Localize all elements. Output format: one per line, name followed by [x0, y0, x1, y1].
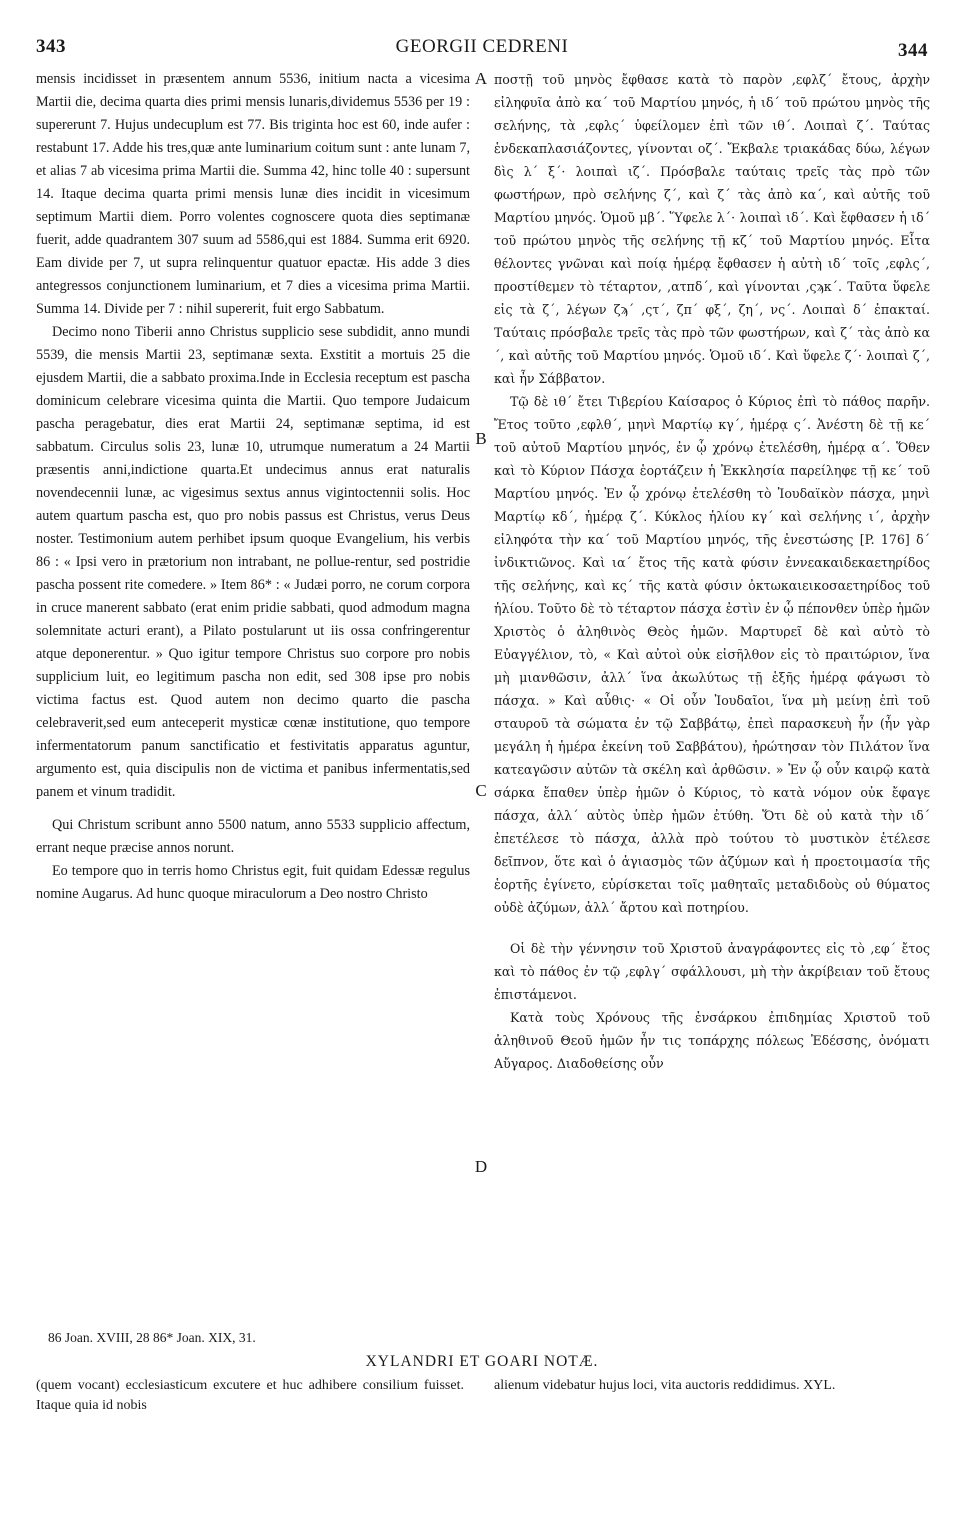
notes-heading: XYLANDRI ET GOARI NOTÆ. — [365, 1353, 599, 1370]
running-title: GEORGII CEDRENI — [395, 36, 569, 57]
page-number-right: 344 — [898, 40, 928, 61]
greek-paragraph-4: Κατὰ τοὺς Χρόνους τῆς ἐνσάρκου ἐπιδημίας Χριστοῦ τοῦ ἀληθινοῦ Θεοῦ ἡμῶν ἦν τις τοπάρχης πόλεως Ἐδέσσης, ὀνόματι Αὔγαρος. Διαδοθείσης οὖν — [494, 1010, 930, 1071]
paragraph-gap — [494, 919, 930, 937]
latin-column — [36, 68, 470, 906]
latin-paragraph-3: Qui Christum scribunt anno 5500 natum, anno 5533 supplicio affectum, errant neque præcise annos norunt. — [36, 817, 470, 856]
latin-paragraph-4: Eo tempore quo in terris homo Christus egit, fuit quidam Edessæ regulus nomine Augarus. Ad hunc quoque miraculorum a Deo nostro Christo — [36, 863, 470, 902]
greek-column — [494, 68, 930, 1075]
page-header — [36, 36, 928, 66]
margin-letter-c: C — [475, 781, 487, 800]
margin-letter-a: A — [474, 69, 488, 88]
latin-paragraph-2: Decimo nono Tiberii anno Christus supplicio sese subdidit, anno mundi 5539, die mensis Martii 23, septimanæ sexta. Exstitit a mortuis 25 die ejusdem Martii, die a sabbato proxima.Inde in Ecclesia receptum est pascha dominicum celebrare vicesima quinta die Martii. Quo tempore Judaicum pascha peragebatur, dies erat Martii 24, septimanæ septima, id est sabbatum. Circulus solis 23, lunæ 10, utrumque numeratum a 24 Martii præsentis anni,indictione quarta.Et undecimus annus erat naturalis novendecennii lunæ, ac vigesimus sextus annus vigintoctennii solis. Hoc autem quartum pascha est, quo pro nobis passus est Christus, verus Deus noster. Testimonium autem perhibet ipsum quoque Evangelium, his verbis 86 : « Ipsi vero in prætorium non intrabant, ne pollue-rentur, sed postridie pascha possent rite comedere. » Item 86* : « Judæi porro, ne corum corpora in cruce manerent sabbato (erat enim pridie sabbati, quod admodum magna solemnitate acturi erant), a Pilato postularunt ut iis ossa confringerentur atque deponerentur. » Quo igitur tempore Christus suo corpore pro nobis supplicium luit, eo legitimum pascha non edit, sed 308 ipse pro nobis victima factus est. Quod autem non decimo quarto die pascha celebraverit,sed eum anteceperit mysticæ cœnæ institutione, quo tempore infermentatorum panum sanctificatio et festivitatis apparatus aguntur, argumento est, quia discipulis non de victima et panibus infermentatis,sed panem et vinum tradidit. — [36, 324, 470, 800]
page-number-left: 343 — [36, 36, 66, 57]
greek-paragraph-1: ποστῇ τοῦ μηνὸς ἔφθασε κατὰ τὸ παρὸν ,εφλζ´ ἔτους, ἀρχὴν εἰληφυῖα ἀπὸ κα´ τοῦ Μαρτίου μηνός, ἡ ιδ´ τοῦ πρώτου μηνὸς τῆς σελήνης, τὰ ,εφλς´ ὑφείλομεν ἐπὶ τῶν ιθ´. Λοιπαὶ ζ´. Ταύτας ἑνδεκαπλασιάζοντες, γίνονται οζ´. Ἔκβαλε τριακάδας δύω, λέγων δὶς λ´ ξ´· λοιπαὶ ιζ´. Πρόσβαλε ταύταις τρεῖς τὰς πρὸ τῶν φωστήρων, πρὸ σελήνης ζ´, καὶ ζ´ τὰς ἀπὸ κα´, καὶ αὐτῆς τοῦ Μαρτίου μηνός. Ὁμοῦ μβ´. Ὕφελε λ´· λοιπαὶ ιδ´. Καὶ ἔφθασεν ἡ ιδ´ τοῦ πρώτου μηνὸς τῆς σελήνης τῇ κζ´ τοῦ Μαρτίου μηνός. Εἶτα θέλοντες γνῶναι καὶ ποίᾳ ἡμέρᾳ ἔφθασεν ἡ αὐτὴ ιδ´ τοῖς ,εφλς´, προστίθεμεν τὸ τέταρτον, ,ατπδ´, καὶ γίνονται ,ςϡκ´. Ταῦτα ὕφελε εἰς τὰ ζ´, λέγων ζϡ´ ,ςτ´, ζπ´ φξ´, ζη´, νς´. Λοιπαὶ δ´ ἐπακταί. Ταύταις πρόσβαλε τρεῖς τὰς πρὸ τῶν φωστήρων, καὶ ζ´ τὰς ἀπὸ κα´, καὶ αὐτῆς τοῦ Μαρτίου μηνός. Ὁμοῦ ιδ´. Καὶ ὕφελε ζ´· λοιπαὶ ζ´, καὶ ἦν Σάββατον. — [494, 72, 930, 386]
paragraph-gap — [36, 804, 470, 814]
footnotes: 86 Joan. XVIII, 28 86* Joan. XIX, 31. — [48, 1330, 256, 1345]
latin-paragraph-1: mensis incidisset in præsentem annum 5536, initium nacta a vicesima Martii die, decima quarta dies primi mensis lunaris,dividemus 5536 per 19 : supererunt 7. Hujus undecuplum est 77. Bis triginta hoc est 60, inde aufer : restabunt 17. Adde his tres,quæ ante luminarium coitum sunt : ante lunam 7, et alias 7 ab vicesima prima Martii die. Summa 42, hinc tolle 40 : supersunt 14. Itaque decima quarta primi mensis lunæ dies incidit in vicesimum septimum Martii diem. Porro volentes cognoscere quota dies septimanæ fuerit, adde quadrantem 307 suum ad 5586,qui est 1884. Summa erit 6920. Eam divide per 7, ut supra relinquentur quatuor epactæ. His adde 3 dies antegressos conjunctionem luminarium, et 7 dies a vicesima prima Martii. Summa 14. Divide per 7 : nihil supererit, fuit ergo Sabbatum. — [36, 71, 470, 317]
margin-letter-b: B — [475, 429, 487, 448]
greek-paragraph-3: Οἱ δὲ τὴν γέννησιν τοῦ Χριστοῦ ἀναγράφοντες εἰς τὸ ,εφ´ ἔτος καὶ τὸ πάθος ἐν τῷ ,εφλγ´ σφάλλουσι, μὴ τὴν ἀκρίβειαν τοῦ ἔτους ἐπιστάμενοι. — [494, 941, 930, 1002]
margin-letter-d: D — [474, 1157, 488, 1176]
greek-paragraph-2: Τῷ δὲ ιθ´ ἔτει Τιβερίου Καίσαρος ὁ Κύριος ἐπὶ τὸ πάθος παρῆν. Ἔτος τοῦτο ,εφλθ´, μηνὶ Μαρτίῳ κγ´, ἡμέρᾳ ς´. Ἀνέστη δὲ τῇ κε´ τοῦ αὐτοῦ Μαρτίου μηνός, ἐν ᾧ χρόνῳ ἐτελέσθη, ἡμέρᾳ α´. Ὅθεν καὶ τὸ Κύριον Πάσχα ἑορτάζειν ἡ Ἐκκλησία παρείληφε τῇ κε´ τοῦ Μαρτίου μηνός. Ἐν ᾧ χρόνῳ ἐτελέσθη τὸ Ἰουδαϊκὸν πάσχα, μηνὶ Μαρτίῳ κδ´, ἡμέρᾳ ζ´. Κύκλος ἡλίου κγ´ καὶ σελήνης ι´, ἀρχὴν εἰληφότα τὴν κα´ τοῦ Μαρτίου μηνός, τῆς ἐνεστώσης [P. 176] δ´ ἰνδικτιῶνος. Καὶ ια´ ἔτος τῆς κατὰ φύσιν ἐννεακαιδεκαετηρίδος τῆς σελήνης, καὶ κς´ τῆς κατὰ φύσιν ὀκτωκαιεικοσαετηρίδος τοῦ ἡλίου. Τοῦτο δὲ τὸ τέταρτον πάσχα ἐστὶν ἐν ᾧ πέπονθεν ὑπὲρ ἡμῶν Χριστὸς ὁ ἀληθινὸς Θεὸς ἡμῶν. Μαρτυρεῖ δὲ καὶ αὐτὸ τὸ Εὐαγγέλιον, τὸ, « Καὶ αὐτοὶ οὐκ εἰσῆλθον εἰς τὸ πραιτώριον, ἵνα μὴ μιανθῶσιν, ἀλλ´ ἵνα ἀκωλύτως τῇ ἑξῆς ἡμέρᾳ φάγωσι τὸ πάσχα. » Καὶ αὖθις· « Οἱ οὖν Ἰουδαῖοι, ἵνα μὴ μείνῃ ἐπὶ τοῦ σταυροῦ τὰ σώματα ἐν τῷ Σαββάτῳ, ἐπεὶ παρασκευὴ ἦν (ἦν γὰρ μεγάλη ἡ ἡμέρα ἐκείνη τοῦ Σαββάτου), ἠρώτησαν τὸν Πιλάτον ἵνα κατεαγῶσιν αὐτῶν τὰ σκέλη καὶ ἀρθῶσιν. » Ἐν ᾧ οὖν καιρῷ κατὰ σάρκα ἔπαθεν ὑπὲρ ἡμῶν ὁ Κύριος, τὸ κατὰ νόμον οὐκ ἔφαγε πάσχα, ἀλλ´ αὐτὸς ὑπὲρ ἡμῶν ἐτύθη. Ὅτι δὲ οὐ κατὰ τὴν ιδ´ ἐπετέλεσε τὸ πάσχα, ἀλλὰ πρὸ τούτου τὸ μυστικὸν ἐτέλεσε δεῖπνον, ὅτε καὶ ὁ ἁγιασμὸς τῶν ἀζύμων καὶ ἡ προετοιμασία τῆς ἑορτῆς ἐγίνετο, εὑρίσκεται τοῖς μαθηταῖς μεταδιδοὺς οὐ θύματος οὐδὲ ἀζύμων, ἀλλ´ ἄρτου καὶ ποτηρίου. — [494, 394, 930, 915]
notes-left-text: (quem vocant) ecclesiasticum excutere et huc adhibere consilium fuisset. Itaque quia id nobis — [36, 1378, 464, 1413]
notes-right-text: alienum videbatur hujus loci, vita auctoris reddidimus. XYL. — [494, 1378, 836, 1393]
